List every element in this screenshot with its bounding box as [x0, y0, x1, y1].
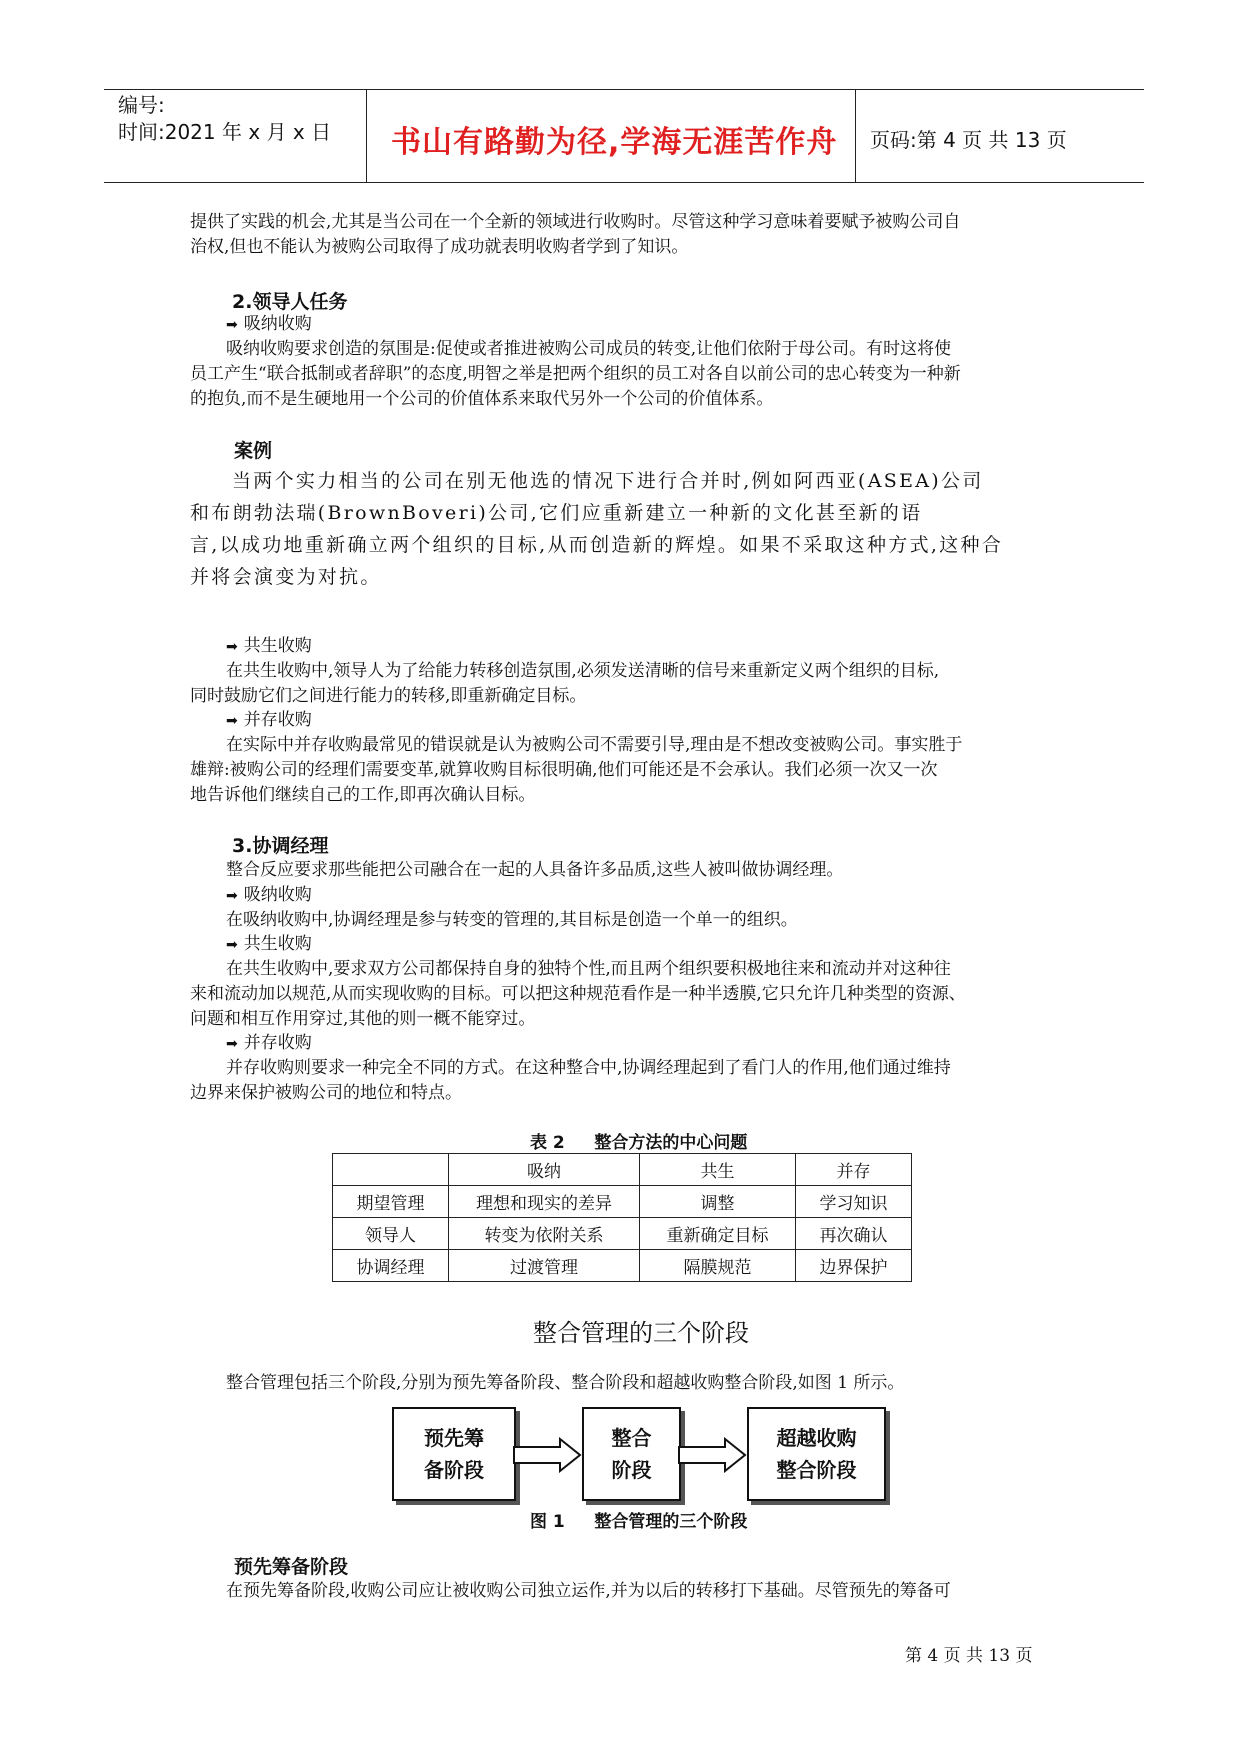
table-header-cell — [333, 1154, 449, 1186]
table-cell: 理想和现实的差异 — [449, 1186, 640, 1218]
paragraph-line: 在吸纳收购中,协调经理是参与转变的管理的,其目标是创造一个单一的组织。 — [226, 910, 798, 930]
arrow-right-icon: ➡ — [226, 1036, 238, 1052]
paragraph-line: 边界来保护被购公司的地位和特点。 — [190, 1083, 462, 1103]
paragraph-line: 在共生收购中,领导人为了给能力转移创造氛围,必须发送清晰的信号来重新定义两个组织的目标, — [226, 661, 940, 681]
paragraph-line: 在共生收购中,要求双方公司都保持自身的独特个性,而且两个组织要积极地往来和流动并对这种往 — [226, 959, 951, 979]
bullet-label: 吸纳收购 — [243, 314, 312, 334]
case-line: 并将会演变为对抗。 — [190, 566, 382, 588]
table-header-cell: 吸纳 — [449, 1154, 640, 1186]
header-number: 编号: — [118, 93, 165, 117]
box-line: 整合阶段 — [776, 1458, 857, 1482]
arrow-icon — [677, 1437, 747, 1473]
table-row — [333, 1218, 912, 1250]
bullet-label: 并存收购 — [243, 1033, 312, 1053]
arrow-icon — [512, 1437, 582, 1473]
bullet-coexist — [226, 708, 312, 734]
arrow-right-icon: ➡ — [226, 937, 238, 953]
table-cell: 学习知识 — [796, 1186, 912, 1218]
bullet-coexist — [226, 1031, 312, 1057]
bullet-symbiosis — [226, 634, 312, 660]
table-header-cell: 共生 — [640, 1154, 796, 1186]
box-line: 备阶段 — [424, 1458, 484, 1482]
paragraph-line: 来和流动加以规范,从而实现收购的目标。可以把这种规范看作是一种半透膜,它只允许几种类型的资源、 — [190, 984, 966, 1004]
box-line: 超越收购 — [776, 1426, 857, 1450]
table-cell: 再次确认 — [796, 1218, 912, 1250]
integration-table — [332, 1153, 912, 1282]
case-heading: 案例 — [234, 440, 273, 462]
paragraph-line: 提供了实践的机会,尤其是当公司在一个全新的领域进行收购时。尽管这种学习意味着要赋予被购公司自 — [190, 212, 961, 232]
box-line: 预先筹 — [424, 1426, 484, 1450]
paragraph-line: 吸纳收购要求创造的氛围是:促使或者推进被购公司成员的转变,让他们依附于母公司。有时这将使 — [226, 339, 952, 359]
table-cell: 重新确定目标 — [640, 1218, 796, 1250]
section-heading-coordinator: 3.协调经理 — [232, 835, 329, 857]
header-motto: 书山有路勤为径,学海无涯苦作舟 — [391, 125, 838, 160]
bullet-absorb — [226, 883, 312, 909]
header-divider-left — [366, 90, 367, 182]
case-line: 当两个实力相当的公司在别无他选的情况下进行合并时,例如阿西亚(ASEA)公司 — [232, 470, 984, 492]
table-cell: 转变为依附关系 — [449, 1218, 640, 1250]
arrow-right-icon: ➡ — [226, 639, 238, 655]
table-cell: 边界保护 — [796, 1250, 912, 1282]
paragraph-line: 整合反应要求那些能把公司融合在一起的人具备许多品质,这些人被叫做协调经理。 — [226, 860, 844, 880]
paragraph-line: 在实际中并存收购最常见的错误就是认为被购公司不需要引导,理由是不想改变被购公司。事实胜于 — [226, 735, 963, 755]
table-cell: 过渡管理 — [449, 1250, 640, 1282]
header-page-number: 页码:第 4 页 共 13 页 — [870, 128, 1067, 152]
paragraph-line: 雄辩:被购公司的经理们需要变革,就算收购目标很明确,他们可能还是不会承认。我们必须一次又一次 — [190, 760, 938, 780]
paragraph-line: 治权,但也不能认为被购公司取得了成功就表明收购者学到了知识。 — [190, 237, 689, 257]
header-divider-right — [855, 90, 856, 182]
paragraph-line: 的抱负,而不是生硬地用一个公司的价值体系来取代另外一个公司的价值体系。 — [190, 389, 774, 409]
bullet-label: 共生收购 — [243, 934, 312, 954]
header-bottom-rule — [104, 182, 1144, 183]
arrow-right-icon: ➡ — [226, 888, 238, 904]
arrow-right-icon: ➡ — [226, 317, 238, 333]
section-heading-leader: 2.领导人任务 — [232, 291, 348, 313]
table-cell: 期望管理 — [333, 1186, 449, 1218]
table-cell: 协调经理 — [333, 1250, 449, 1282]
bullet-symbiosis — [226, 932, 312, 958]
table-caption: 表 2 整合方法的中心问题 — [530, 1133, 748, 1153]
paragraph-line: 在预先筹备阶段,收购公司应让被收购公司独立运作,并为以后的转移打下基础。尽管预先的筹备可 — [226, 1581, 951, 1601]
section-title-stages: 整合管理的三个阶段 — [533, 1319, 749, 1347]
case-line: 和布朗勃法瑞(BrownBoveri)公司,它们应重新建立一种新的文化甚至新的语 — [190, 502, 923, 524]
figure-caption: 图 1 整合管理的三个阶段 — [530, 1512, 748, 1532]
paragraph-line: 同时鼓励它们之间进行能力的转移,即重新确定目标。 — [190, 686, 587, 706]
bullet-label: 并存收购 — [243, 710, 312, 730]
bullet-absorb — [226, 312, 312, 338]
stage-box-integration — [582, 1407, 681, 1501]
paragraph-line: 地告诉他们继续自己的工作,即再次确认目标。 — [190, 785, 536, 805]
table-cell: 领导人 — [333, 1218, 449, 1250]
bullet-label: 吸纳收购 — [243, 885, 312, 905]
table-cell: 调整 — [640, 1186, 796, 1218]
arrow-right-icon: ➡ — [226, 713, 238, 729]
header-time: 时间:2021 年 x 月 x 日 — [118, 120, 332, 144]
footer-page-number: 第 4 页 共 13 页 — [905, 1646, 1033, 1666]
bullet-label: 共生收购 — [243, 636, 312, 656]
stage-box-prep — [392, 1407, 516, 1501]
box-line: 整合 — [611, 1426, 652, 1450]
box-line: 阶段 — [611, 1458, 652, 1482]
header-top-rule — [104, 89, 1144, 90]
paragraph-line: 问题和相互作用穿过,其他的则一概不能穿过。 — [190, 1009, 536, 1029]
paragraph-line: 整合管理包括三个阶段,分别为预先筹备阶段、整合阶段和超越收购整合阶段,如图 1 所示。 — [226, 1373, 905, 1393]
table-row — [333, 1186, 912, 1218]
subheading-prep: 预先筹备阶段 — [234, 1556, 349, 1578]
table-row — [333, 1250, 912, 1282]
table-header-cell: 并存 — [796, 1154, 912, 1186]
case-line: 言,以成功地重新确立两个组织的目标,从而创造新的辉煌。如果不采取这种方式,这种合 — [190, 534, 1004, 556]
stage-box-beyond — [747, 1407, 886, 1501]
table-header-row — [333, 1154, 912, 1186]
table-cell: 隔膜规范 — [640, 1250, 796, 1282]
paragraph-line: 员工产生“联合抵制或者辞职”的态度,明智之举是把两个组织的员工对各自以前公司的忠心转变为一种新 — [190, 364, 961, 384]
paragraph-line: 并存收购则要求一种完全不同的方式。在这种整合中,协调经理起到了看门人的作用,他们通过维持 — [226, 1058, 951, 1078]
